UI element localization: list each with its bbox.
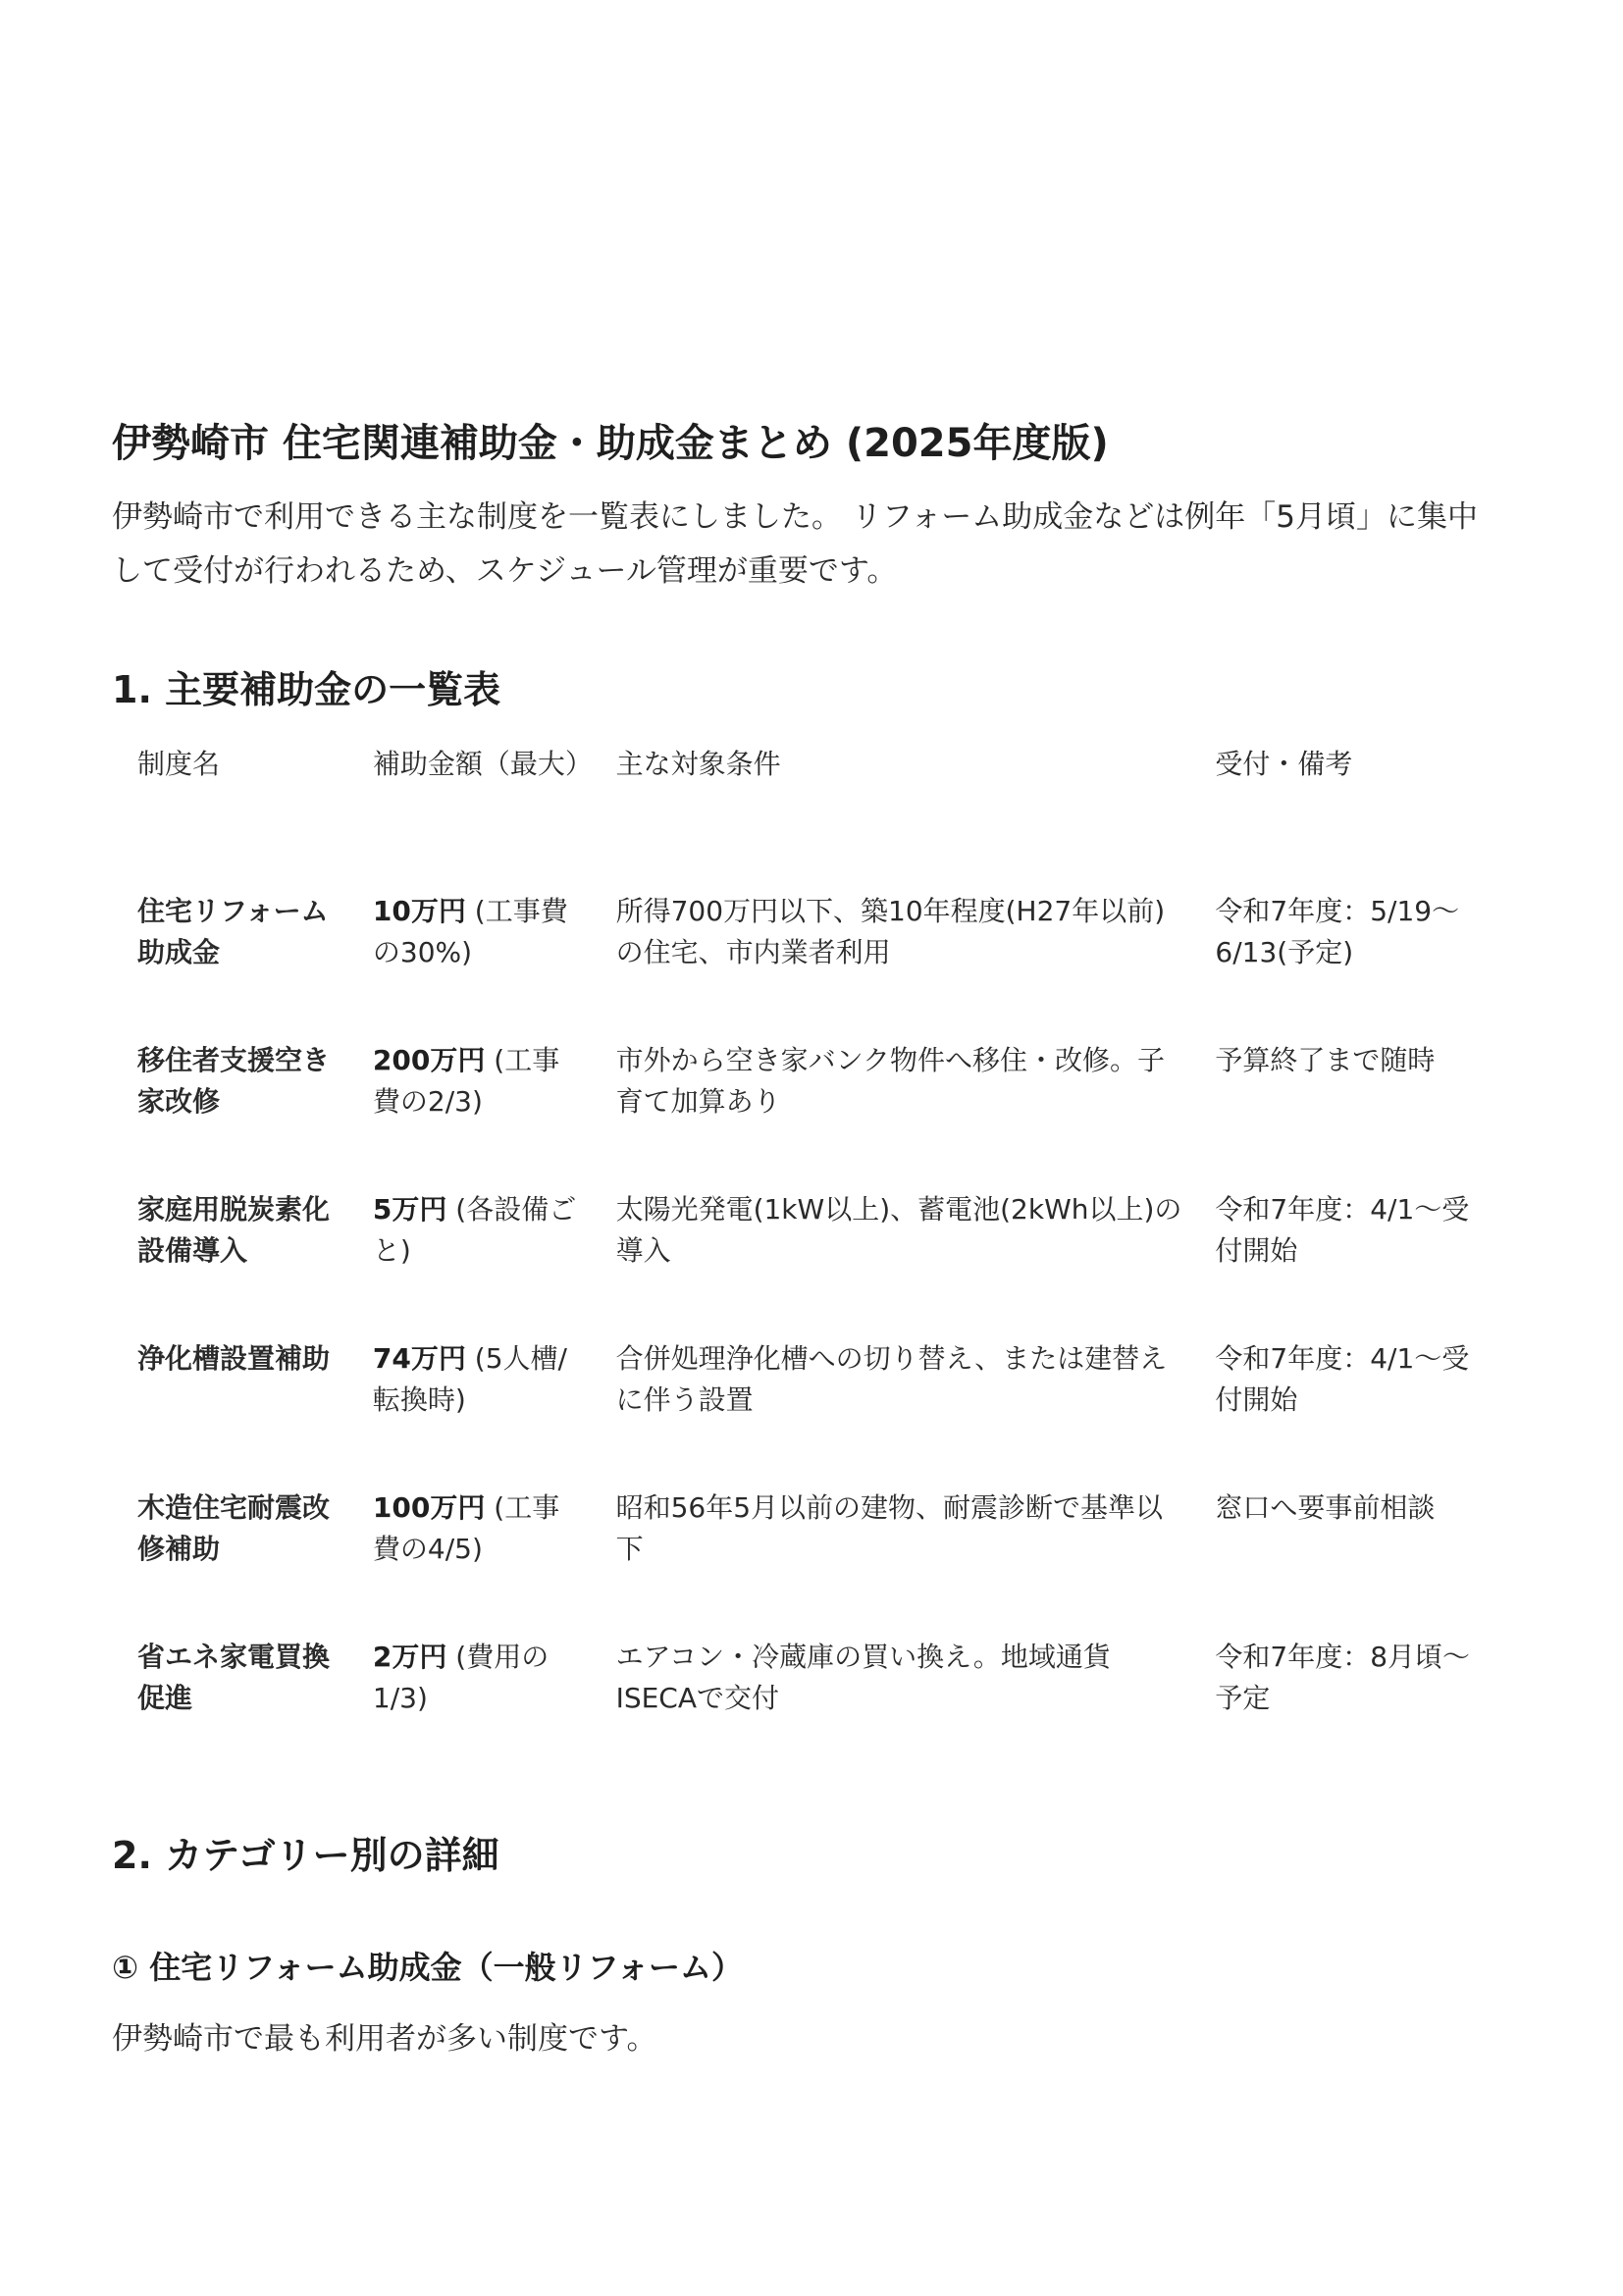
grant-amount-note: (工事費の2/3) — [372, 1044, 560, 1118]
page-title: 伊勢崎市 住宅関連補助金・助成金まとめ (2025年度版) — [112, 421, 1109, 466]
grant-note: 窓口へ要事前相談 — [1215, 1491, 1436, 1524]
table-row — [122, 1040, 1495, 1189]
grant-condition: 昭和56年5月以前の建物、耐震診断で基準以下 — [615, 1491, 1164, 1565]
grant-condition: 所得700万円以下、築10年程度(H27年以前)の住宅、市内業者利用 — [615, 895, 1166, 968]
grant-note: 令和7年度：8月頃〜予定 — [1215, 1641, 1471, 1714]
grant-name: 木造住宅耐震改修補助 — [137, 1491, 331, 1565]
table-row — [122, 891, 1495, 1040]
grant-amount-note: (費用の1/3) — [372, 1641, 550, 1714]
grants-table — [122, 744, 1495, 1786]
grant-amount — [357, 1040, 601, 1189]
subsection-text: 伊勢崎市で最も利用者が多い制度です。 — [112, 2021, 657, 2057]
intro-paragraph: 伊勢崎市で利用できる主な制度を一覧表にしました。 リフォーム助成金などは例年「5月頃」に集中して受付が行われるため、スケジュール管理が重要です。 — [112, 499, 1479, 589]
table-row — [122, 1637, 1495, 1786]
grant-amount-value: 74万円 — [372, 1342, 466, 1375]
grant-note: 令和7年度：4/1〜受付開始 — [1215, 1193, 1470, 1267]
subsection-heading: ① 住宅リフォーム助成金（一般リフォーム） — [112, 1949, 744, 1986]
grant-amount-value: 200万円 — [372, 1044, 486, 1076]
table-row — [122, 1338, 1495, 1487]
column-header-amount: 補助金額（最大） — [372, 748, 593, 780]
grant-note: 令和7年度：4/1〜受付開始 — [1215, 1342, 1470, 1416]
section-1-heading: 1. 主要補助金の一覧表 — [112, 668, 501, 711]
grant-condition: エアコン・冷蔵庫の買い換え。地域通貨ISECAで交付 — [615, 1641, 1111, 1714]
grant-note: 予算終了まで随時 — [1215, 1044, 1436, 1076]
section-2-heading: 2. カテゴリー別の詳細 — [112, 1834, 499, 1877]
column-header-note: 受付・備考 — [1215, 748, 1353, 780]
grant-amount — [357, 1487, 601, 1637]
grant-condition: 太陽光発電(1kW以上)、蓄電池(2kWh以上)の導入 — [615, 1193, 1182, 1267]
grant-amount-value: 5万円 — [372, 1193, 447, 1226]
grant-amount-value: 2万円 — [372, 1641, 447, 1673]
grant-note: 令和7年度：5/19〜6/13(予定) — [1215, 895, 1460, 968]
grant-name: 家庭用脱炭素化設備導入 — [137, 1193, 331, 1267]
grant-amount-value: 10万円 — [372, 895, 466, 927]
table-row — [122, 1189, 1495, 1338]
grant-name: 住宅リフォーム助成金 — [137, 895, 329, 968]
table-header-row — [122, 744, 1495, 891]
grant-condition: 市外から空き家バンク物件へ移住・改修。子育て加算あり — [615, 1044, 1166, 1118]
grant-amount-value: 100万円 — [372, 1491, 486, 1524]
grant-amount-note: (5人槽/転換時) — [372, 1342, 567, 1416]
grant-amount — [357, 891, 601, 1040]
grant-name: 移住者支援空き家改修 — [137, 1044, 331, 1118]
column-header-name: 制度名 — [137, 748, 221, 780]
grant-amount — [357, 1189, 601, 1338]
grant-amount-note: (工事費の30%) — [372, 895, 568, 968]
grant-amount-note: (各設備ごと) — [372, 1193, 577, 1267]
grant-amount — [357, 1338, 601, 1487]
grant-amount-note: (工事費の4/5) — [372, 1491, 560, 1565]
table-row — [122, 1487, 1495, 1637]
grant-condition: 合併処理浄化槽への切り替え、または建替えに伴う設置 — [615, 1342, 1168, 1416]
grant-amount — [357, 1637, 601, 1786]
column-header-condition: 主な対象条件 — [615, 748, 781, 780]
grant-name: 省エネ家電買換促進 — [137, 1641, 331, 1714]
grant-name: 浄化槽設置補助 — [137, 1342, 331, 1375]
